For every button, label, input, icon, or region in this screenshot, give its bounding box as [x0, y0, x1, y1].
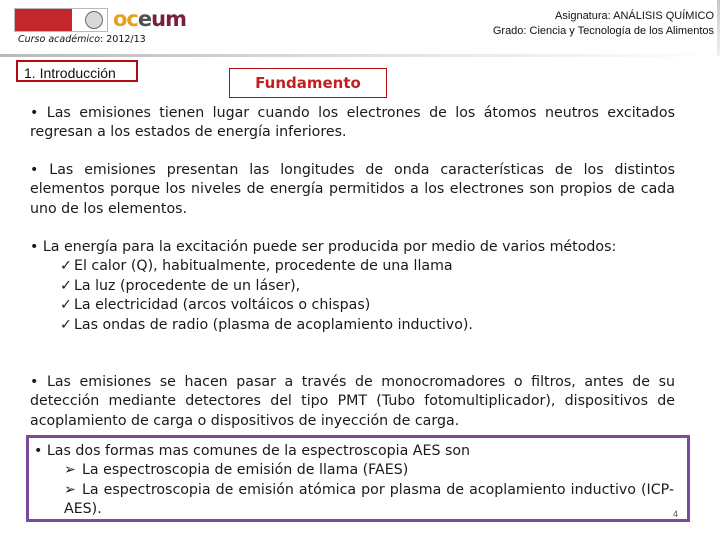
subject-line: Asignatura: ANÁLISIS QUÍMICO: [555, 10, 714, 22]
course-info: [493, 9, 714, 39]
bullet-text: • Las emisiones tienen lugar cuando los electrones de los átomos neutros excitados regresan a los estados de energía inferiores.: [30, 105, 675, 141]
bullet-2: [30, 161, 675, 219]
academic-year-value: : 2012/13: [100, 34, 146, 45]
bullet-text: • Las dos formas mas comunes de la espectroscopia AES son: [34, 443, 471, 459]
bullet-text: • Las emisiones se hacen pasar a través de monocromadores o filtros, antes de su detección mediante detectores del tipo PMT (Tubo fotomultiplicador), dispositivos de acoplamiento de carga o dispositivos de inyección de carga.: [30, 374, 675, 429]
academic-year-label: Curso académico: [18, 34, 101, 45]
check-icon: ✓: [60, 277, 72, 294]
check-icon: ✓: [60, 297, 72, 314]
sub-item: ✓ Las ondas de radio (plasma de acoplamiento inductivo).: [30, 316, 675, 335]
check-icon: ✓: [60, 258, 72, 275]
slide-title: Fundamento: [229, 68, 387, 98]
university-seal-icon: [85, 11, 103, 29]
arrow-right-icon: ➢: [64, 481, 76, 498]
header-divider: [0, 54, 720, 57]
arrow-right-icon: ➢: [64, 462, 76, 479]
academic-year: [18, 34, 146, 45]
bullet-5: [34, 442, 674, 520]
page-number: 4: [672, 509, 678, 519]
university-logo: [14, 8, 108, 32]
bullet-4: [30, 373, 675, 431]
section-label: 1. Introducción: [16, 60, 138, 82]
bullet-3: [30, 238, 675, 335]
ceir-logo: oceum: [113, 7, 186, 31]
sub-item: ✓ El calor (Q), habitualmente, procedente de una llama: [30, 257, 675, 276]
sub-item: ➢ La espectroscopia de emisión atómica por plasma de acoplamiento inductivo (ICP-AES).: [64, 481, 674, 518]
sub-item: ✓ La luz (procedente de un láser),: [30, 277, 675, 296]
sub-item: ➢ La espectroscopia de emisión de llama (FAES): [34, 461, 674, 480]
bullet-text: • La energía para la excitación puede ser producida por medio de varios métodos:: [30, 239, 617, 255]
degree-line: Grado: Ciencia y Tecnología de los Alimentos: [492, 25, 714, 37]
bullet-text: • Las emisiones presentan las longitudes de onda características de los distintos elementos porque los niveles de energía permitidos a los electrones son propios de cada uno de los elementos.: [30, 162, 675, 217]
check-icon: ✓: [60, 316, 72, 333]
sub-item: ✓ La electricidad (arcos voltáicos o chispas): [30, 296, 675, 315]
bullet-1: [30, 104, 675, 143]
